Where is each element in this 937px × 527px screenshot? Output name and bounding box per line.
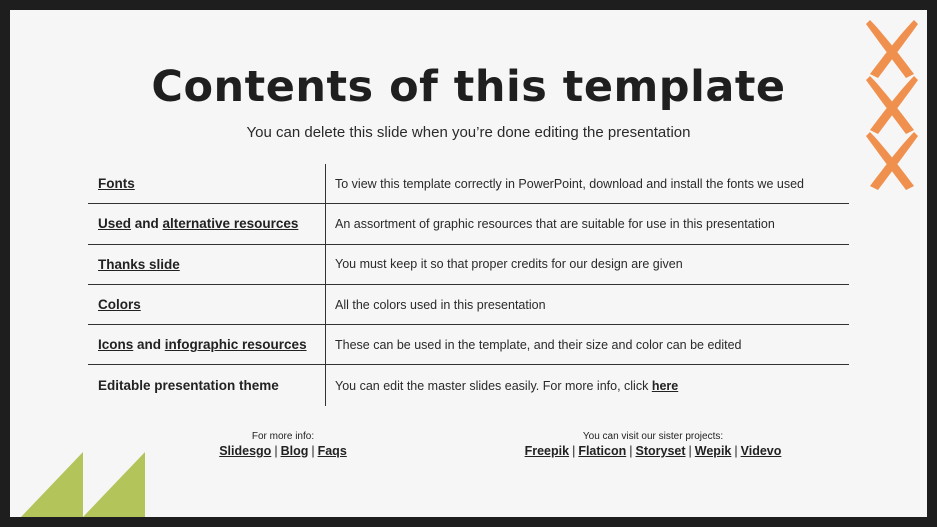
footer-link-blog[interactable]: Blog	[280, 444, 309, 458]
link-separator: |	[688, 444, 692, 458]
description-text: You can edit the master slides easily. For more info, click	[335, 378, 652, 393]
here-link[interactable]: here	[651, 378, 679, 393]
topic-link[interactable]: alternative resources	[162, 216, 299, 232]
row-topic-cell	[88, 365, 326, 405]
footer-sister-projects	[498, 431, 808, 458]
row-description-cell	[326, 217, 849, 231]
topic-link[interactable]: Icons	[98, 337, 134, 353]
row-topic-cell	[88, 164, 326, 203]
table-row	[88, 204, 849, 244]
row-description-cell	[326, 379, 849, 393]
topic-link[interactable]: Thanks slide	[98, 256, 180, 272]
table-row	[88, 245, 849, 285]
footer-left-links	[183, 444, 383, 458]
table-row	[88, 365, 849, 405]
row-description-cell	[326, 257, 849, 271]
link-separator: |	[311, 444, 315, 458]
orange-x-chain-decoration	[862, 18, 922, 196]
footer-left-caption: For more info:	[251, 431, 315, 442]
table-row	[88, 285, 849, 325]
footer-link-wepik[interactable]: Wepik	[694, 444, 732, 458]
row-topic-cell	[88, 204, 326, 243]
contents-table	[88, 164, 849, 406]
description-text: You must keep it so that proper credits for our design are given	[335, 257, 683, 272]
description-text: To view this template correctly in PowerPoint, download and install the fonts we used	[335, 176, 804, 191]
green-triangles-decoration	[20, 452, 150, 517]
footer-link-flaticon[interactable]: Flaticon	[578, 444, 627, 458]
topic-text: and	[133, 337, 165, 353]
topic-text: Editable presentation theme	[98, 378, 279, 394]
slide-canvas	[10, 10, 927, 517]
row-topic-cell	[88, 245, 326, 284]
topic-link[interactable]: Colors	[98, 297, 141, 313]
footer-link-videvo[interactable]: Videvo	[740, 444, 782, 458]
footer-link-slidesgo[interactable]: Slidesgo	[219, 444, 272, 458]
footer-right-links	[498, 444, 808, 458]
footer-link-freepik[interactable]: Freepik	[524, 444, 570, 458]
row-description-cell	[326, 298, 849, 312]
description-text: These can be used in the template, and their size and color can be edited	[335, 337, 742, 352]
description-text: All the colors used in this presentation	[335, 297, 546, 312]
topic-link[interactable]: Used	[98, 216, 132, 232]
row-topic-cell	[88, 325, 326, 364]
slide-subtitle: You can delete this slide when you’re done editing the presentation	[246, 124, 691, 141]
link-separator: |	[734, 444, 738, 458]
footer-more-info	[183, 431, 383, 458]
topic-text: and	[131, 216, 163, 232]
footer-link-storyset[interactable]: Storyset	[635, 444, 686, 458]
link-separator: |	[629, 444, 633, 458]
footer-right-caption: You can visit our sister projects:	[582, 431, 724, 442]
table-row	[88, 325, 849, 365]
slide-title: Contents of this template	[151, 62, 786, 112]
link-separator: |	[572, 444, 576, 458]
topic-link[interactable]: Fonts	[98, 176, 135, 192]
row-description-cell	[326, 338, 849, 352]
topic-link[interactable]: infographic resources	[164, 337, 307, 353]
footer-link-faqs[interactable]: Faqs	[317, 444, 347, 458]
row-description-cell	[326, 177, 849, 191]
description-text: An assortment of graphic resources that are suitable for use in this presentation	[335, 216, 775, 231]
table-row	[88, 164, 849, 204]
row-topic-cell	[88, 285, 326, 324]
link-separator: |	[274, 444, 278, 458]
